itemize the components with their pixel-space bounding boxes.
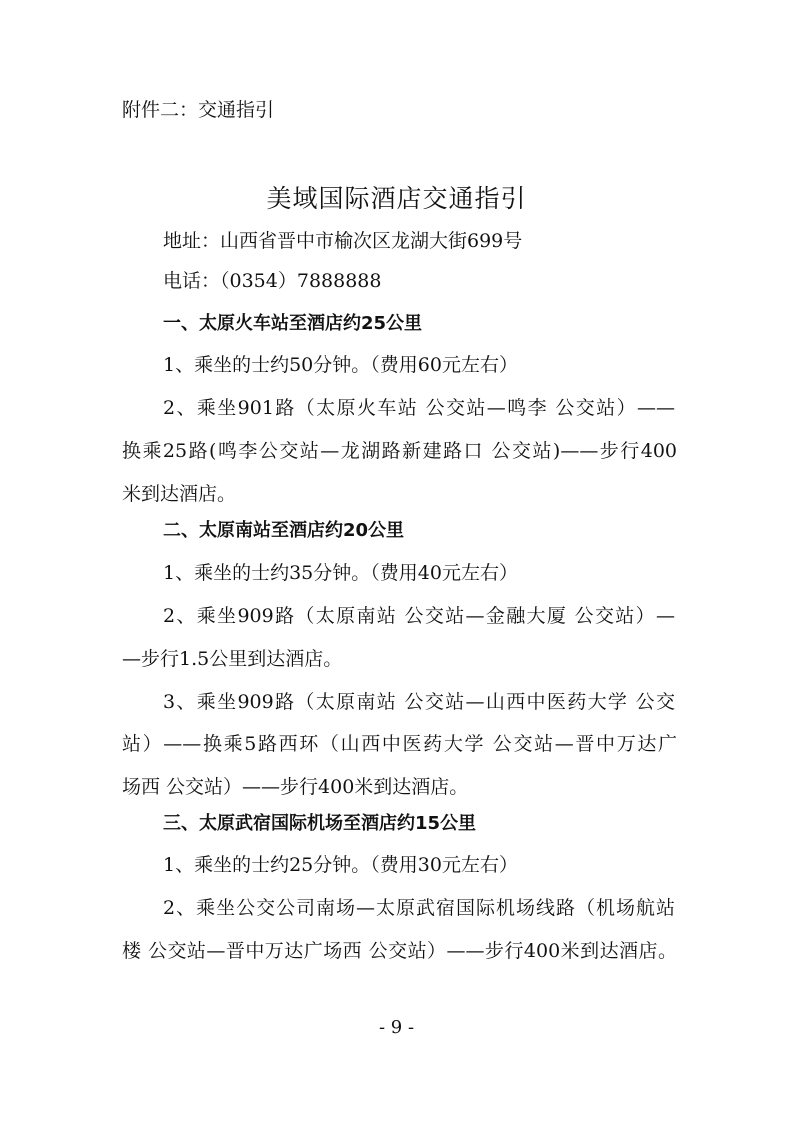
route-line: 2、乘坐公交公司南场—太原武宿国际机场线路（机场航站 (163, 897, 675, 919)
route-line: 1、乘坐的士约25分钟。（费用30元左右） (163, 854, 518, 876)
document-title: 美域国际酒店交通指引 (266, 184, 527, 213)
route-line: —步行1.5公里到达酒店。 (122, 648, 343, 670)
route-line: 1、乘坐的士约50分钟。（费用60元左右） (163, 354, 518, 376)
route-line: 1、乘坐的士约35分钟。（费用40元左右） (163, 562, 518, 584)
attachment-label: 附件二：交通指引 (122, 99, 275, 121)
route-line: 场西 公交站）——步行400米到达酒店。 (122, 776, 469, 798)
route-line: 换乘25路(鸣李公交站—龙湖路新建路口 公交站)——步行400 (122, 440, 677, 462)
section-heading: 一、太原火车站至酒店约25公里 (163, 313, 423, 334)
section-heading: 三、太原武宿国际机场至酒店约15公里 (163, 813, 477, 834)
page-number: - 9 - (378, 1017, 415, 1038)
route-line: 楼 公交站—晋中万达广场西 公交站）——步行400米到达酒店。 (122, 940, 677, 962)
route-line: 2、乘坐901路（太原火车站 公交站—鸣李 公交站）—— (163, 397, 675, 419)
route-line: 米到达酒店。 (122, 483, 237, 505)
address-line: 地址：山西省晋中市榆次区龙湖大街699号 (163, 230, 523, 252)
route-line: 3、乘坐909路（太原南站 公交站—山西中医药大学 公交 (163, 691, 675, 713)
phone-line: 电话：（0354）7888888 (163, 270, 382, 292)
route-line: 站）——换乘5路西环（山西中医药大学 公交站—晋中万达广 (122, 733, 677, 755)
route-line: 2、乘坐909路（太原南站 公交站—金融大厦 公交站）— (163, 605, 675, 627)
section-heading: 二、太原南站至酒店约20公里 (163, 520, 405, 541)
